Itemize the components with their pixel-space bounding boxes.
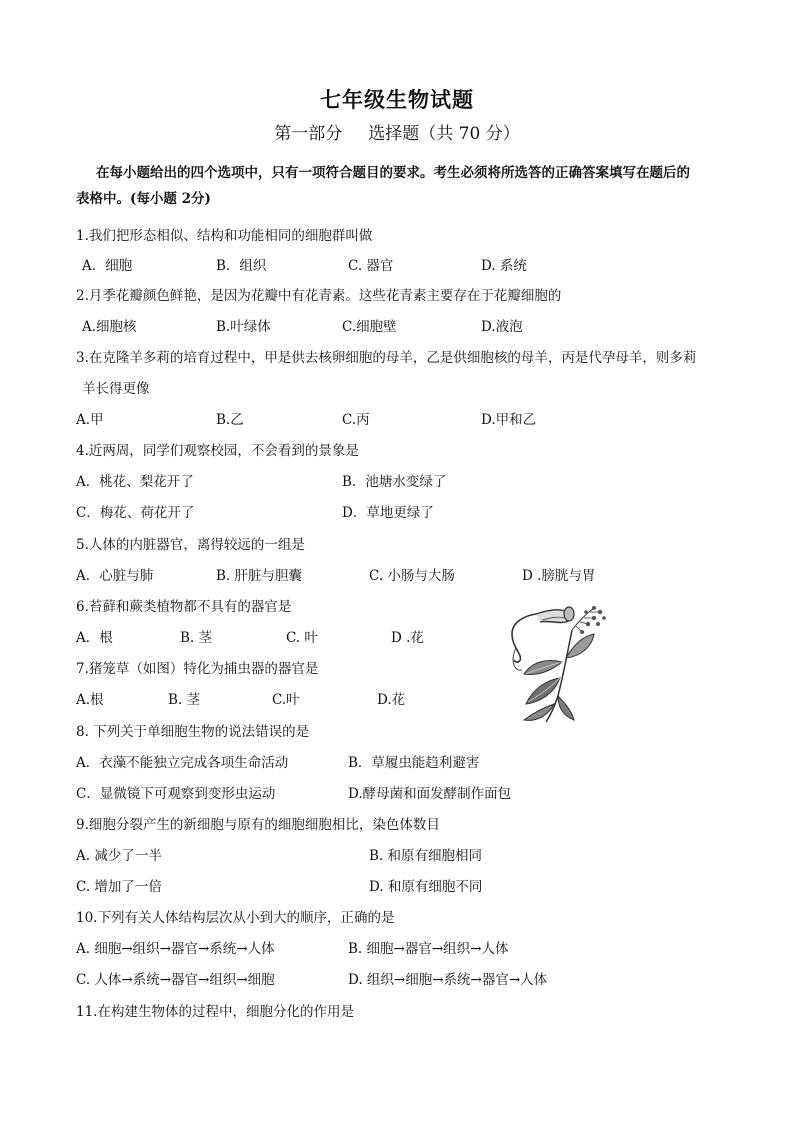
question-9-option-d: D. 和原有细胞不同 — [369, 879, 483, 895]
question-3-option-d: D.甲和乙 — [481, 412, 537, 428]
question-10-option-a: A. 细胞→组织→器官→系统→人体 — [76, 941, 275, 957]
question-8-stem: 8. 下列关于单细胞生物的说法错误的是 — [76, 724, 310, 740]
question-2-option-b: B.叶绿体 — [216, 319, 271, 335]
question-4-stem: 4.近两周，同学们观察校园，不会看到的景象是 — [76, 443, 359, 459]
question-5-stem: 5.人体的内脏器官，离得较远的一组是 — [76, 537, 305, 553]
exam-title: 七年级生物试题 — [320, 87, 474, 112]
question-5-option-c: C. 小肠与大肠 — [369, 568, 455, 584]
pitcher-plant-figure — [502, 600, 610, 724]
question-10-option-c: C. 人体→系统→器官→组织→细胞 — [76, 972, 275, 988]
question-6-option-a: A．根 — [76, 630, 113, 646]
instructions-line-1: 在每小题给出的四个选项中，只有一项符合题目的要求。考生必须将所选答的正确答案填写在题后的 — [96, 165, 690, 181]
question-10-option-b: B. 细胞→器官→组织→人体 — [348, 941, 509, 957]
question-1-option-d: D. 系统 — [481, 258, 527, 274]
question-10-stem: 10.下列有关人体结构层次从小到大的顺序，正确的是 — [76, 910, 395, 926]
question-2-option-a: A.细胞核 — [82, 319, 137, 335]
question-8-option-a: A．衣藻不能独立完成各项生命活动 — [76, 755, 289, 771]
section-name: 选择题（共 70 分） — [368, 124, 520, 144]
question-5-option-b: B. 肝脏与胆囊 — [216, 568, 303, 584]
question-8-option-c: C．显微镜下可观察到变形虫运动 — [76, 786, 276, 802]
section-part: 第一部分 — [274, 124, 343, 144]
question-7-stem: 7.猪笼草（如图）特化为捕虫器的器官是 — [76, 661, 319, 677]
question-7-option-b: B. 茎 — [168, 692, 201, 708]
question-8-option-b: B．草履虫能趋利避害 — [348, 755, 480, 771]
section-heading — [0, 119, 794, 144]
question-3-option-b: B.乙 — [216, 412, 244, 428]
question-6-option-d: D .花 — [391, 630, 424, 646]
question-9-option-c: C. 增加了一倍 — [76, 879, 162, 895]
question-7-option-d: D.花 — [377, 692, 406, 708]
question-3-option-c: C.丙 — [342, 412, 370, 428]
question-7-option-c: C.叶 — [272, 692, 300, 708]
question-4-option-d: D．草地更绿了 — [342, 505, 434, 521]
question-4-option-a: A．桃花、梨花开了 — [76, 474, 194, 490]
question-6-stem: 6.苔藓和蕨类植物都不具有的器官是 — [76, 599, 292, 615]
question-9-option-a: A. 减少了一半 — [76, 848, 162, 864]
question-5-option-d: D .膀胱与胃 — [522, 568, 596, 584]
question-3-stem: 3.在克隆羊多莉的培育过程中，甲是供去核卵细胞的母羊，乙是供细胞核的母羊，丙是代孕母羊，则多莉 — [76, 350, 697, 366]
question-3-option-a: A.甲 — [76, 412, 104, 428]
question-10-option-d: D. 组织→细胞→系统→器官→人体 — [348, 972, 548, 988]
question-4-option-b: B．池塘水变绿了 — [342, 474, 447, 490]
question-6-option-c: C. 叶 — [286, 630, 318, 646]
question-5-option-a: A．心脏与肺 — [76, 568, 154, 584]
question-7-option-a: A.根 — [76, 692, 104, 708]
question-3-stem-cont: 羊长得更像 — [82, 381, 150, 397]
question-2-option-d: D.液泡 — [481, 319, 523, 335]
question-6-option-b: B. 茎 — [180, 630, 213, 646]
question-11-stem: 11.在构建生物体的过程中，细胞分化的作用是 — [76, 1004, 354, 1020]
question-2-stem: 2.月季花瓣颜色鲜艳，是因为花瓣中有花青素。这些花青素主要存在于花瓣细胞的 — [76, 288, 562, 304]
question-2-option-c: C.细胞壁 — [342, 319, 397, 335]
question-9-stem: 9.细胞分裂产生的新细胞与原有的细胞细胞相比，染色体数目 — [76, 817, 440, 833]
question-1-option-c: C. 器官 — [348, 258, 394, 274]
question-1-option-a: A．细胞 — [82, 258, 133, 274]
instructions-line-2: 表格中。(每小题 2分) — [76, 191, 211, 207]
question-1-option-b: B．组织 — [216, 258, 267, 274]
question-9-option-b: B. 和原有细胞相同 — [369, 848, 483, 864]
question-8-option-d: D.酵母菌和面发酵制作面包 — [348, 786, 512, 802]
question-1-stem: 1.我们把形态相似、结构和功能相同的细胞群叫做 — [76, 228, 373, 244]
question-4-option-c: C．梅花、荷花开了 — [76, 505, 195, 521]
